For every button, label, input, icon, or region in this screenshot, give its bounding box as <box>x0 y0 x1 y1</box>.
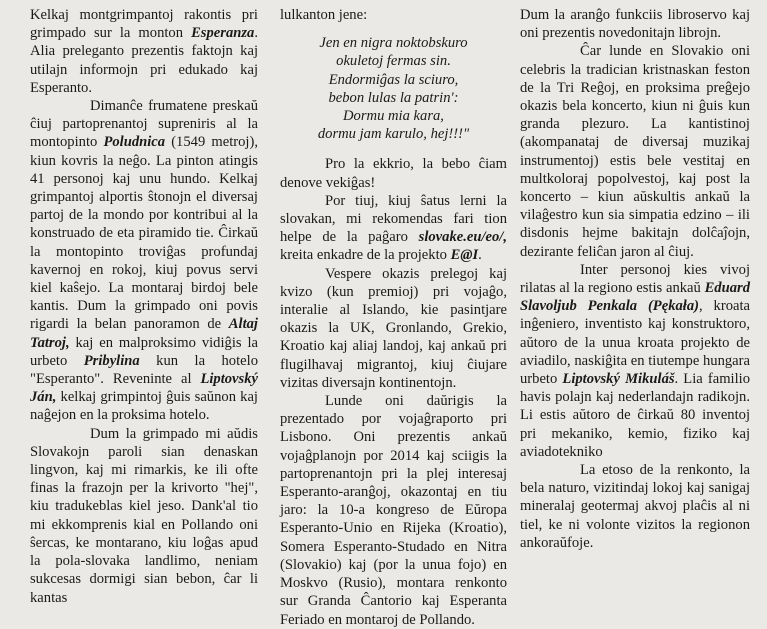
emphasized-name: Esperanza <box>191 25 255 42</box>
emphasized-name: Altaj Tatroj, <box>30 316 258 351</box>
text-run: kreita enkadre de la projekto <box>280 247 451 264</box>
paragraph <box>520 461 750 552</box>
poem-line: Dormu mia kara, <box>343 108 444 125</box>
paragraph <box>280 6 507 24</box>
emphasized-name: Liptovský Ján, <box>30 371 258 406</box>
text-run: kun la hotelo "Esperanto". Reveninte al <box>30 352 258 388</box>
text-run: . Lia familio havis polajn kaj nederlandajn radikojn. Li estis aŭtoro de ĉirkaŭ 80 inventoj pri mekaniko, kemio, fiziko kaj aviadotekniko <box>520 371 751 460</box>
text-run: (1549 metroj), kiun kovris la neĝo. La pinton atingis 41 personoj kaj unu hundo. Kelkaj grimpantoj alportis ŝtonojn el diversaj partoj de la mondo por kontribui al la konstruado de eta piramido tie. Ĉirkaŭ la montopinto troviĝas profundaj kavernoj en rokoj, kiuj povus servi kiel kaŝejo. La montaraj birdoj bele kantis. Dum la grimpado oni povis rigardi la belan panoramon de <box>30 134 258 333</box>
text-run: . Alia preleganto prezentis faktojn kaj utilajn informojn pri edukado kaj Esperanto. <box>30 25 258 96</box>
poem-line: okuletoj fermas sin. <box>336 53 451 70</box>
paragraph <box>520 261 750 461</box>
poem-line: bebon lulas la patrin': <box>328 89 459 106</box>
text-run: Inter personoj kies vivoj rilatas al la regiono estis ankaŭ <box>520 261 750 297</box>
text-run: lulkanton jene: <box>280 7 368 23</box>
paragraph <box>520 6 750 42</box>
paragraph <box>520 42 750 260</box>
text-run: Kelkaj montgrimpantoj rakontis pri grimpado sur la monton <box>30 7 258 42</box>
poem-line: Endormiĝas la sciuro, <box>328 71 459 88</box>
paragraph <box>30 97 258 425</box>
paragraph <box>280 392 507 629</box>
text-run: kelkaj grimpintoj ĝuis saŭnon kaj naĝejon en la proksima hotelo. <box>30 389 258 424</box>
paragraph <box>30 425 258 607</box>
emphasized-name: slovake.eu/eo/, <box>418 229 507 246</box>
column-left <box>30 6 258 607</box>
lullaby-poem <box>280 34 507 143</box>
text-run: Dum la aranĝo funkciis libroservo kaj oni prezentis novedonitajn librojn. <box>520 7 750 42</box>
text-run: Ĉar lunde en Slovakio oni celebris la tradician kristnaskan feston de la Tri Reĝoj, en proksima preĝejo okazis bela koncerto, kiun ni ĝuis kun granda plezuro. La kantistinoj (akompanataj de diversaj muzikaj instrumentoj) estis bele vestitaj en multkoloraj popolvestoj, kaj post la koncerto – kiun aŭskultis ankaŭ la vilaĝestro kun sia simpatia edzino – ili disdonis hejme bakitajn dolĉaĵojn, dezirante feliĉan jaron al ĉiuj. <box>520 43 750 260</box>
text-run: Dimanĉe frumatene preskaŭ ĉiuj partoprenantoj supreniris al la montopinto <box>30 98 258 151</box>
paragraph <box>280 155 507 191</box>
paragraph <box>30 6 258 97</box>
column-right <box>520 6 750 552</box>
column-middle <box>280 6 507 629</box>
poem-line: Jen en nigra noktobskuro <box>319 35 468 52</box>
text-run: Por tiuj, kiuj ŝatus lerni la slovakan, mi rekomendas fari tion helpe de la paĝaro <box>280 192 507 246</box>
emphasized-name: E@I <box>450 247 479 264</box>
text-run: , kroata inĝeniero, inventisto kaj konstruktoro, aŭtoro de la unua kroata projekto de aviadilo, naskiĝita en tiutempe hungara urbeto <box>520 298 750 388</box>
emphasized-name: Eduard Slavoljub Penkala (Pękała) <box>520 280 750 315</box>
text-run: Lunde oni daŭrigis la prezentado por vojaĝraporto pri Lisbono. Oni prezentis ankaŭ vojaĝplanojn por 2014 kaj sciigis la partoprenantojn pri la plej interesaj Esperanto-aranĝoj, okazontaj en tiu jaro: la 10-a kongreso de Eŭropa Esperanto-Unio en Rijeka (Kroatio), Somera Esperanto-Studado en Nitra (Slovakio) kaj (por la unua fojo) en Moskvo (Rusio), montara renkonto sur Granda Ĉantorio kaj Esperanta Feriado en montaroj de Pollando. <box>280 393 507 628</box>
text-run: La etoso de la renkonto, la bela naturo, vizitindaj lokoj kaj sanigaj mineralaj geotermaj akvoj plaĉis al ni tiel, ke ni volonte vizitos la regionon ankoraŭfoje. <box>520 462 750 551</box>
text-run: Vespere okazis prelegoj kaj kvizo (kun premioj) pri vojaĝo, interalie al Islando, kie pasintjare okazis la UK, Gronlando, Grekio, Kroatio kaj aliaj landoj, kaj ankaŭ pri flugilhavaj migrantoj, kiuj ĉiujare vizitas diversajn kontinentojn. <box>280 265 507 391</box>
emphasized-name: Liptovský Mikuláš <box>562 371 675 388</box>
poem-line: dormu jam karulo, hej!!!" <box>317 126 470 143</box>
paragraph <box>280 192 507 265</box>
paragraph <box>280 265 507 392</box>
emphasized-name: Pribylina <box>83 352 140 369</box>
text-run: Dum la grimpado mi aŭdis Slovakojn paroli sian denaskan lingvon, kaj mi rimarkis, ke ili ofte finas la frazojn per la krivorto "hej", kiu tradukeblas kiel jeso. Dank'al tio mi ekkomprenis kial en Pollando oni ŝercas, ke montarano, kiu loĝas apud la pola-slovaka landlimo, neniam sukcesas dormigi sian bebon, ĉar li kantas <box>30 425 258 606</box>
text-run: Pro la ekkrio, la bebo ĉiam denove vekiĝas! <box>280 156 507 191</box>
text-run: kaj en malproksimo vidiĝis la urbeto <box>30 334 258 369</box>
emphasized-name: Poludnica <box>103 134 166 151</box>
text-run: . <box>478 247 482 264</box>
